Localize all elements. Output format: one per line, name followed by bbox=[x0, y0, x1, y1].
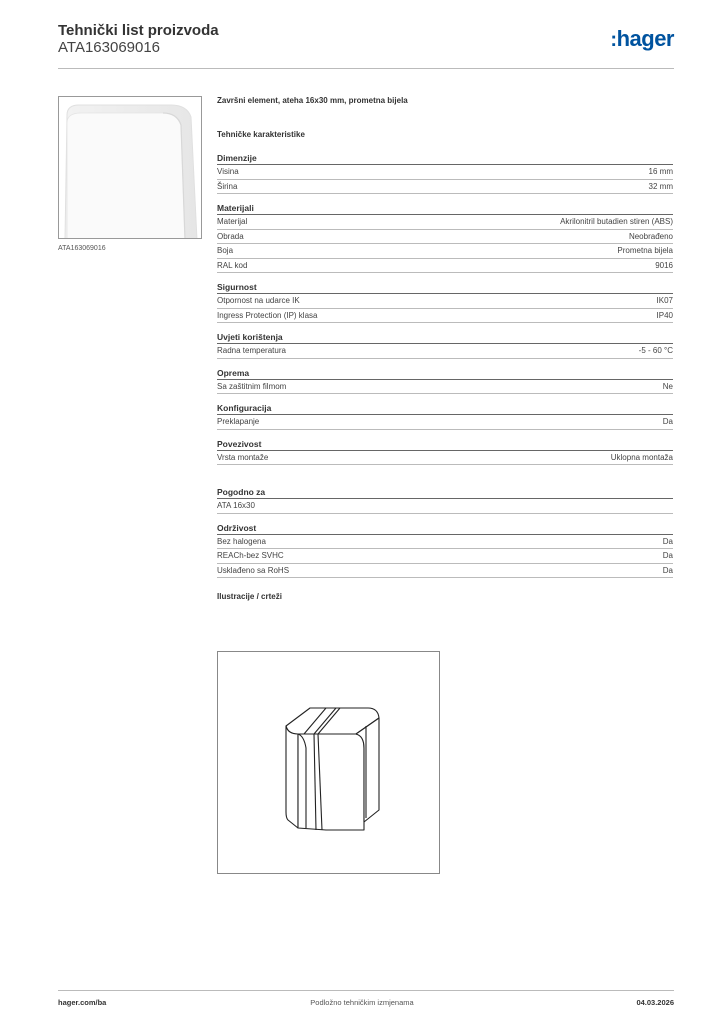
section-title: Održivost bbox=[217, 522, 673, 535]
spec-label: Radna temperatura bbox=[217, 346, 286, 355]
photo-caption: ATA163069016 bbox=[58, 245, 106, 252]
spec-row bbox=[217, 499, 673, 514]
spec-label: Materijal bbox=[217, 217, 248, 226]
header-divider bbox=[58, 68, 674, 69]
spec-value: IK07 bbox=[656, 296, 673, 305]
spec-value: Uklopna montaža bbox=[610, 452, 673, 462]
spec-value: 16 mm bbox=[648, 167, 673, 176]
spec-label: RAL kod bbox=[217, 260, 248, 270]
spec-row bbox=[217, 549, 673, 564]
illustrations-heading: Ilustracije / crteži bbox=[217, 592, 282, 601]
footer-date: 04.03.2026 bbox=[636, 998, 674, 1007]
technical-drawing bbox=[217, 651, 440, 874]
specifications bbox=[217, 96, 673, 606]
spec-value: Da bbox=[662, 551, 673, 560]
spec-label: Otpornost na udarce IK bbox=[217, 296, 300, 305]
spec-row bbox=[217, 380, 673, 395]
section-title: Uvjeti korištenja bbox=[217, 331, 673, 344]
section-povezivost bbox=[217, 438, 673, 466]
spec-row bbox=[217, 165, 673, 180]
section-title: Materijali bbox=[217, 202, 673, 215]
spec-label: Usklađeno sa RoHS bbox=[217, 565, 290, 575]
spec-label: Preklapanje bbox=[217, 417, 260, 426]
spec-value: -5 - 60 °C bbox=[638, 346, 673, 355]
spec-row bbox=[217, 215, 673, 230]
product-title: Završni element, ateha 16x30 mm, prometna bijela bbox=[217, 96, 408, 105]
spec-label: Širina bbox=[217, 181, 238, 191]
section-title: Oprema bbox=[217, 367, 673, 380]
spec-value: Da bbox=[662, 417, 673, 426]
spec-row bbox=[217, 294, 673, 309]
product-photo bbox=[58, 96, 202, 239]
spec-label: Boja bbox=[217, 246, 234, 255]
spec-value: Da bbox=[662, 536, 673, 546]
page-header bbox=[58, 22, 674, 68]
section-dimenzije bbox=[217, 152, 673, 194]
spec-row bbox=[217, 564, 673, 579]
spec-label: ATA 16x30 bbox=[217, 501, 255, 510]
spec-value: Prometna bijela bbox=[617, 246, 673, 255]
section-title: Konfiguracija bbox=[217, 402, 673, 415]
footer-divider bbox=[58, 990, 674, 991]
spec-value: Da bbox=[662, 565, 673, 575]
spec-row bbox=[217, 309, 673, 324]
section-title: Dimenzije bbox=[217, 152, 673, 165]
spec-value: Akrilonitril butadien stiren (ABS) bbox=[560, 217, 673, 226]
section-title: Pogodno za bbox=[217, 486, 673, 499]
spec-value: IP40 bbox=[656, 310, 673, 320]
characteristics-heading: Tehničke karakteristike bbox=[217, 130, 305, 139]
product-photo-image bbox=[59, 97, 202, 239]
spec-row bbox=[217, 244, 673, 259]
spec-value: 9016 bbox=[655, 260, 673, 270]
spec-value: Ne bbox=[662, 381, 673, 391]
spec-row bbox=[217, 535, 673, 550]
section-sigurnost bbox=[217, 281, 673, 323]
spec-label: Sa zaštitnim filmom bbox=[217, 381, 287, 391]
footer-note: Podložno tehničkim izmjenama bbox=[310, 998, 414, 1007]
section-uvjeti-koristenja bbox=[217, 331, 673, 359]
spec-row bbox=[217, 259, 673, 274]
spec-row bbox=[217, 230, 673, 245]
spec-label: Visina bbox=[217, 167, 239, 176]
document-title: Tehnički list proizvoda bbox=[58, 22, 219, 39]
section-title: Sigurnost bbox=[217, 281, 673, 294]
spec-label: Bez halogena bbox=[217, 536, 266, 546]
spec-row bbox=[217, 415, 673, 430]
spec-label: REACh-bez SVHC bbox=[217, 551, 284, 560]
product-code: ATA163069016 bbox=[58, 39, 161, 56]
spec-value: Neobrađeno bbox=[628, 231, 673, 241]
section-pogodno-za bbox=[217, 486, 673, 514]
spec-row bbox=[217, 344, 673, 359]
footer-website: hager.com/ba bbox=[58, 998, 107, 1007]
logo-text: hager bbox=[616, 26, 674, 51]
section-materijali bbox=[217, 202, 673, 273]
spec-value: 32 mm bbox=[648, 181, 673, 191]
section-konfiguracija bbox=[217, 402, 673, 430]
section-title: Povezivost bbox=[217, 438, 673, 451]
hager-logo: :hager bbox=[610, 26, 674, 51]
section-odrzivost bbox=[217, 522, 673, 579]
spec-label: Obrada bbox=[217, 231, 244, 241]
spec-label: Vrsta montaže bbox=[217, 452, 269, 462]
end-cap-drawing bbox=[218, 652, 439, 873]
spec-row bbox=[217, 180, 673, 195]
section-oprema bbox=[217, 367, 673, 395]
spec-label: Ingress Protection (IP) klasa bbox=[217, 310, 318, 320]
spec-row bbox=[217, 451, 673, 466]
